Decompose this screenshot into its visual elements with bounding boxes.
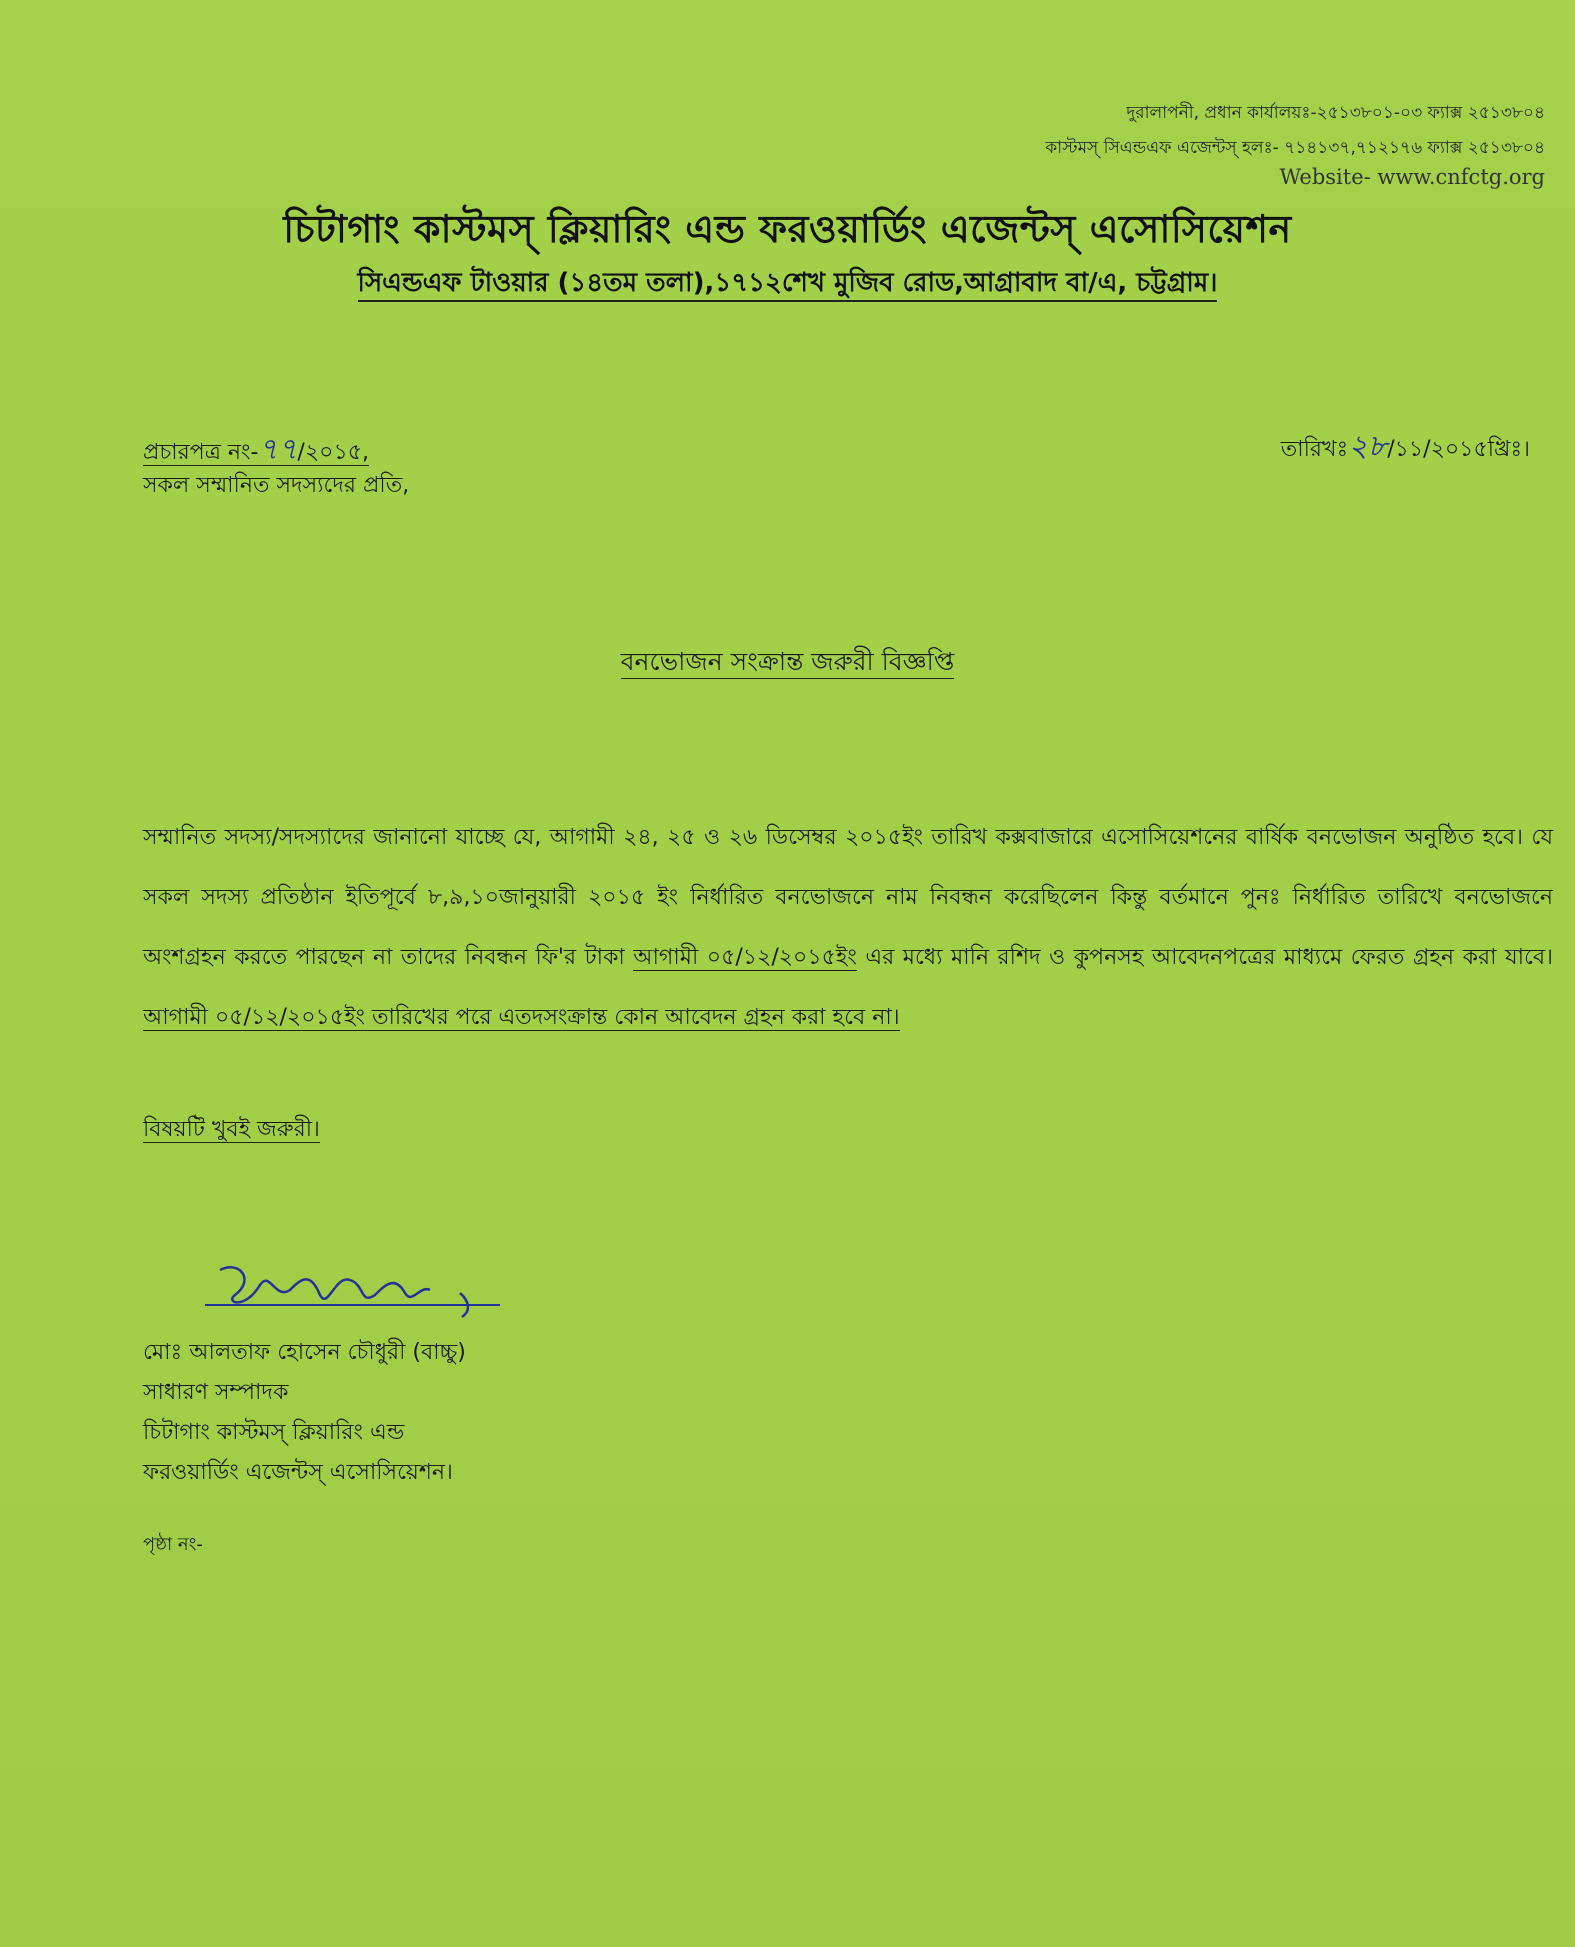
address-text: সিএন্ডএফ টাওয়ার (১৪তম তলা),১৭১২শেখ মুজিব রোড,আগ্রাবাদ বা/এ, চট্টগ্রাম। xyxy=(358,268,1218,302)
signatory-designation: সাধারণ সম্পাদক xyxy=(143,1380,289,1405)
salutation: সকল সম্মানিত সদস্যদের প্রতি, xyxy=(143,473,410,498)
letter-date xyxy=(1281,422,1530,473)
reference-label xyxy=(143,432,369,467)
body-part-1: সম্মানিত সদস্য/সদস্যাদের জানানো যাচ্ছে যে, আগামী ২৪, ২৫ ও ২৬ ডিসেম্বর ২০১৫ইং তারিখ কক্সবাজারে এসোসিয়েশনের বার্ষিক বনভোজন অনুষ্ঠিত হবে। যে সকল সদস্য প্রতিষ্ঠান ইতিপূর্বে ৮,৯,১০জানুয়ারী ২০১৫ ইং নির্ধারিত বনভোজনে নাম নিবন্ধন করেছিলেন কিন্তু বর্তমানে পুনঃ নির্ধারিত তারিখে বনভোজনে অংশগ্রহন করতে পারছেন না তাদের নিবন্ধন ফি'র টাকা xyxy=(143,825,1553,970)
body-final-note-underlined: আগামী ০৫/১২/২০১৫ইং তারিখের পরে এতদসংক্রান্ত কোন আবেদন গ্রহন করা হবে না। xyxy=(143,1005,900,1030)
organization-address xyxy=(0,262,1575,306)
contact-line-head-office: দুরালাপনী, প্রধান কার্যালয়ঃ-২৫১৩৮০১-০৩ ফ্যাক্স ২৫১৩৮০৪ xyxy=(1126,103,1545,123)
reference-label-text: প্রচারপত্র নং- xyxy=(143,440,259,465)
page-number-label: পৃষ্ঠা নং- xyxy=(143,1534,203,1555)
reference-number-handwritten: ৭৭ xyxy=(258,432,298,467)
signatory-block xyxy=(143,1333,466,1493)
body-part-2: এর মধ্যে মানি রশিদ ও কুপনসহ আবেদনপত্রের মাধ্যমে ফেরত গ্রহন করা যাবে। xyxy=(856,945,1553,970)
urgent-note xyxy=(143,1112,320,1149)
urgent-note-text: বিষয়টি খুবই জরুরী। xyxy=(143,1117,320,1142)
date-label: তারিখঃ xyxy=(1280,437,1349,462)
reference-year: /২০১৫, xyxy=(297,440,369,465)
signatory-name: মোঃ আলতাফ হোসেন চৌধুরী (বাচ্চু) xyxy=(143,1340,466,1365)
organization-name: চিটাগাং কাস্টমস্ ক্লিয়ারিং এন্ড ফরওয়ার্ডিং এজেন্টস্ এসোসিয়েশন xyxy=(283,207,1292,251)
subject-text: বনভোজন সংক্রান্ত জরুরী বিজ্ঞপ্তি xyxy=(621,647,955,679)
signatory-org-line-2: ফরওয়ার্ডিং এজেন্টস্ এসোসিয়েশন। xyxy=(143,1460,453,1485)
handwritten-signature xyxy=(200,1255,520,1325)
subject-heading xyxy=(0,642,1575,685)
body-deadline-underlined: আগামী ০৫/১২/২০১৫ইং xyxy=(633,945,857,970)
date-day-handwritten: ২৮ xyxy=(1348,429,1388,464)
notice-body xyxy=(143,808,1553,1048)
date-rest: /১১/২০১৫খ্রিঃ। xyxy=(1387,437,1530,462)
signatory-org-line-1: চিটাগাং কাস্টমস্ ক্লিয়ারিং এন্ড xyxy=(143,1420,405,1445)
website-line: Website- www.cnfctg.org xyxy=(1279,165,1545,189)
contact-line-agents-hall: কাস্টমস্ সিএন্ডএফ এজেন্টস্ হলঃ- ৭১৪১৩৭,৭১২১৭৬ ফ্যাক্স ২৫১৩৮০৪ xyxy=(1045,138,1545,158)
